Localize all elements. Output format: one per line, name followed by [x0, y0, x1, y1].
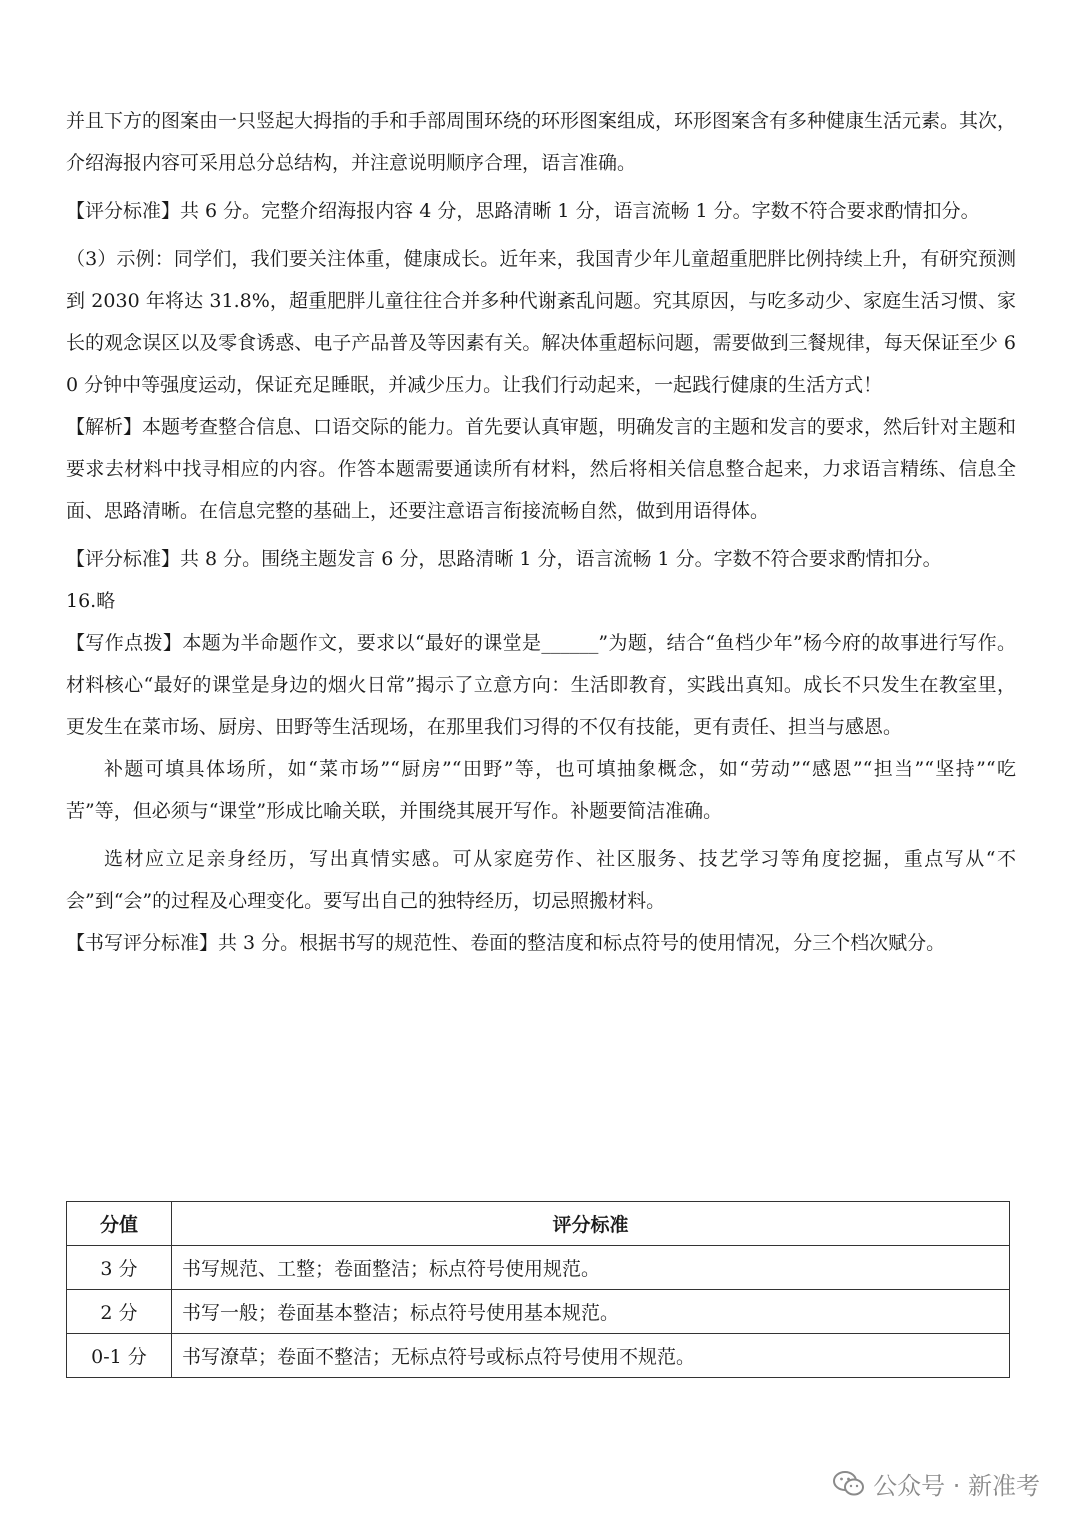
table-cell-score: 0-1 分: [67, 1334, 172, 1378]
watermark: [833, 1466, 1040, 1501]
table-header-row: [67, 1202, 1010, 1246]
table-cell-criteria: 书写潦草；卷面不整洁；无标点符号或标点符号使用不规范。: [172, 1334, 1010, 1378]
wechat-logo-icon: [833, 1470, 865, 1498]
handwriting-score-table: [66, 1201, 1010, 1378]
table-header-criteria: 评分标准: [172, 1202, 1010, 1246]
watermark-text: 公众号 · 新准考: [873, 1472, 1040, 1500]
table-cell-score: 3 分: [67, 1246, 172, 1290]
table-row: [67, 1290, 1010, 1334]
table-row: [67, 1246, 1010, 1290]
paragraph-analysis: 【解析】本题考查整合信息、口语交际的能力。首先要认真审题，明确发言的主题和发言的要求，然后针对主题和要求去材料中找寻相应的内容。作答本题需要通读所有材料，然后将相关信息整合起来，力求语言精练、信息全面、思路清晰。在信息完整的基础上，还要注意语言衔接流畅自然，做到用语得体。: [66, 416, 1017, 522]
paragraph-scoring-6: 【评分标准】共 6 分。完整介绍海报内容 4 分，思路清晰 1 分，语言流畅 1 分。字数不符合要求酌情扣分。: [66, 200, 980, 222]
paragraph-material-choice: 选材应立足亲身经历，写出真情实感。可从家庭劳作、社区服务、技艺学习等角度挖掘，重点写从“不会”到“会”的过程及心理变化。要写出自己的独特经历，切忌照搬材料。: [66, 848, 1016, 912]
paragraph-example-3: （3）示例：同学们，我们要关注体重，健康成长。近年来，我国青少年儿童超重肥胖比例持续上升，有研究预测到 2030 年将达 31.8%，超重肥胖儿童往往合并多种代谢紊乱问题。究其原因，与吃多动少、家庭生活习惯、家长的观念误区以及零食诱惑、电子产品普及等因素有关。解决体重超标问题，需要做到三餐规律，每天保证至少 60 分钟中等强度运动，保证充足睡眠，并减少压力。让我们行动起来，一起践行健康的生活方式！: [66, 248, 1016, 396]
paragraph-handwriting-scoring: 【书写评分标准】共 3 分。根据书写的规范性、卷面的整洁度和标点符号的使用情况，分三个档次赋分。: [66, 932, 946, 954]
table-header-score: 分值: [67, 1202, 172, 1246]
table-cell-criteria: 书写规范、工整；卷面整洁；标点符号使用规范。: [172, 1246, 1010, 1290]
paragraph-fill-title: 补题可填具体场所，如“菜市场”“厨房”“田野”等，也可填抽象概念，如“劳动”“感恩”“担当”“坚持”“吃苦”等，但必须与“课堂”形成比喻关联，并围绕其展开写作。补题要简洁准确。: [66, 758, 1016, 822]
paragraph-poster-intro: 并且下方的图案由一只竖起大拇指的手和手部周围环绕的环形图案组成，环形图案含有多种健康生活元素。其次，介绍海报内容可采用总分总结构，并注意说明顺序合理，语言准确。: [66, 110, 1017, 174]
table-cell-score: 2 分: [67, 1290, 172, 1334]
document-body: [66, 100, 1016, 964]
table-cell-criteria: 书写一般；卷面基本整洁；标点符号使用基本规范。: [172, 1290, 1010, 1334]
paragraph-writing-tips: 【写作点拨】本题为半命题作文，要求以“最好的课堂是______”为题，结合“鱼档少年”杨今府的故事进行写作。材料核心“最好的课堂是身边的烟火日常”揭示了立意方向：生活即教育，实践出真知。成长不只发生在教室里，更发生在菜市场、厨房、田野等生活现场，在那里我们习得的不仅有技能，更有责任、担当与感恩。: [66, 632, 1016, 738]
paragraph-scoring-8: 【评分标准】共 8 分。围绕主题发言 6 分，思路清晰 1 分，语言流畅 1 分。字数不符合要求酌情扣分。: [66, 548, 942, 570]
table-row: [67, 1334, 1010, 1378]
paragraph-q16: 16.略: [66, 590, 116, 612]
